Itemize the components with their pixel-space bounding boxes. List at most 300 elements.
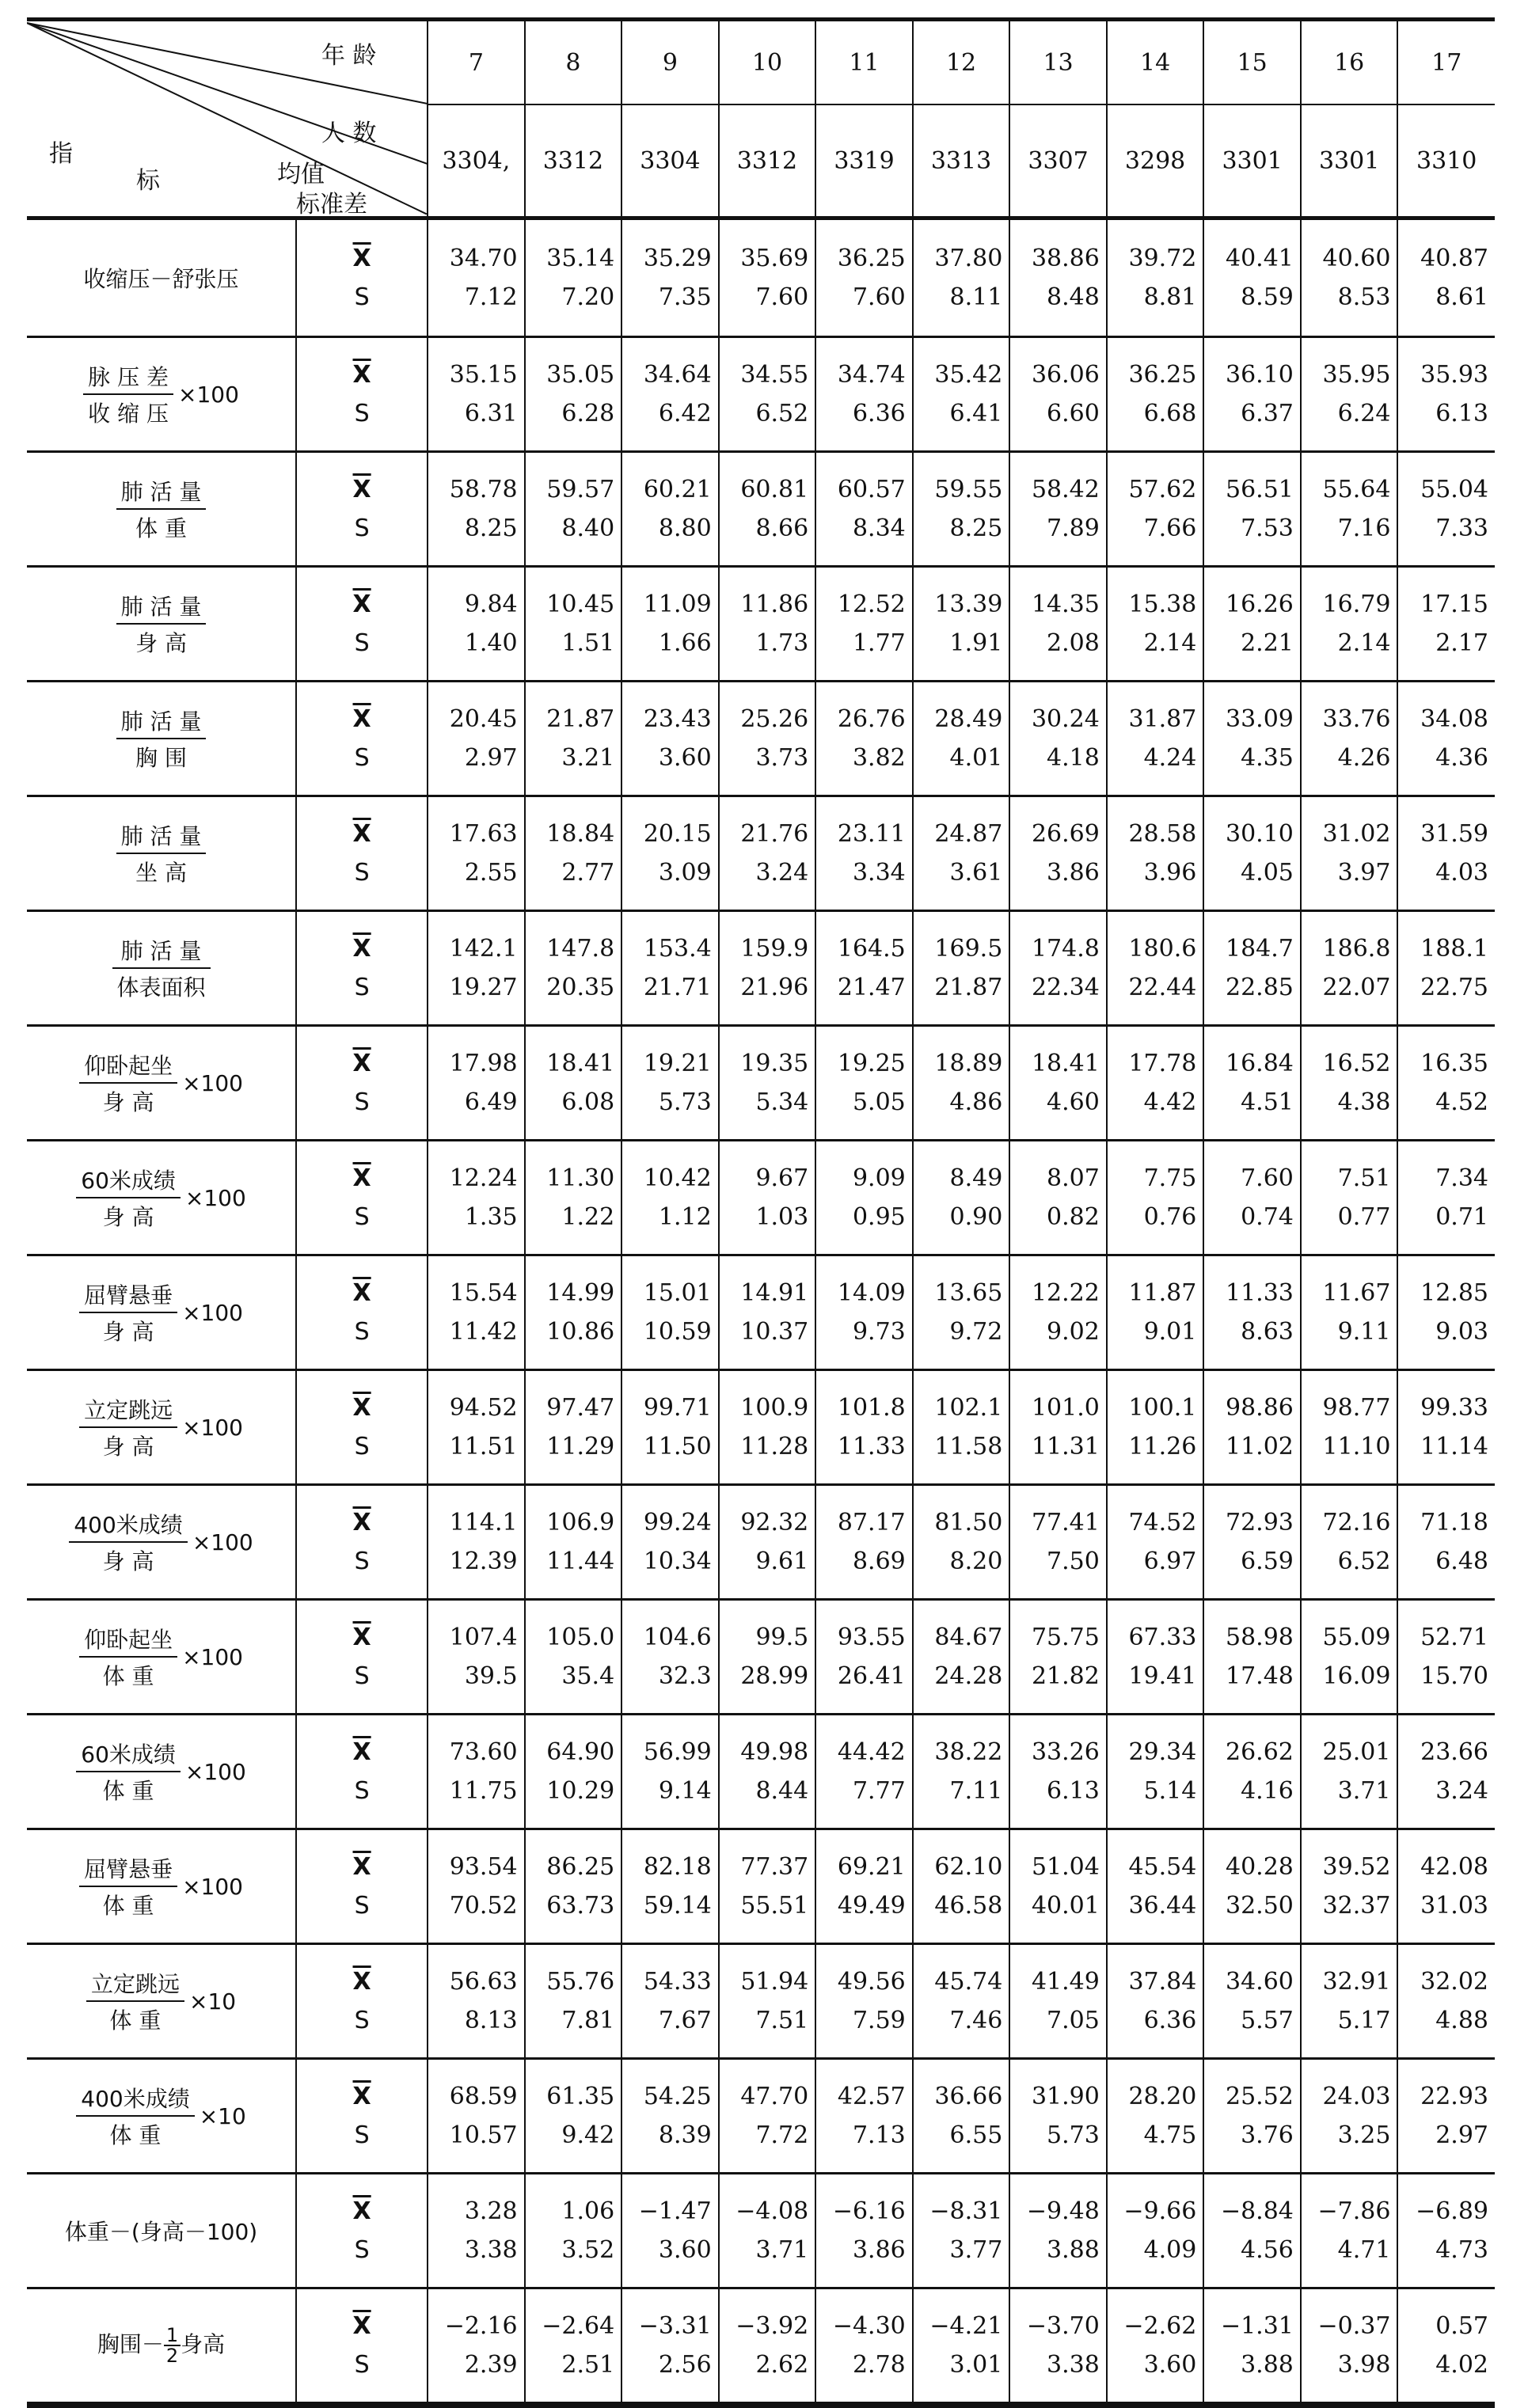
value-cell bbox=[913, 911, 1010, 1026]
fraction-multiplier: ×100 bbox=[177, 381, 239, 408]
mean-value: 12.85 bbox=[1420, 1279, 1488, 1307]
value-cell bbox=[1203, 1141, 1301, 1255]
corner-count-label: 人 数 bbox=[321, 120, 377, 147]
age-header-cell: 9 bbox=[621, 20, 719, 105]
sd-value: 7.12 bbox=[464, 283, 518, 311]
value-cell bbox=[1397, 1141, 1495, 1255]
value-cell bbox=[1397, 218, 1495, 337]
value-cell bbox=[621, 1485, 719, 1600]
sd-value: 11.29 bbox=[546, 1433, 615, 1460]
sd-value: 4.38 bbox=[1337, 1088, 1391, 1116]
value-cell bbox=[1009, 1026, 1107, 1141]
sd-value: 7.66 bbox=[1143, 515, 1197, 542]
value-cell bbox=[1107, 567, 1204, 682]
sd-value: 7.67 bbox=[658, 2007, 712, 2034]
indicator-row bbox=[27, 1141, 1495, 1255]
sd-value: 10.57 bbox=[449, 2121, 518, 2149]
mean-value: 12.52 bbox=[837, 591, 906, 618]
mean-value: 74.52 bbox=[1128, 1509, 1197, 1536]
value-cell bbox=[1009, 1829, 1107, 1944]
value-cell bbox=[815, 1485, 913, 1600]
stat-symbol-cell bbox=[296, 1026, 428, 1141]
sd-symbol: S bbox=[354, 1662, 370, 1690]
value-cell bbox=[815, 218, 913, 337]
sd-value: 1.35 bbox=[464, 1203, 518, 1231]
stat-symbol-cell bbox=[296, 1370, 428, 1485]
mean-value: 17.63 bbox=[449, 820, 518, 848]
value-cell bbox=[428, 218, 525, 337]
value-cell bbox=[1107, 452, 1204, 567]
sd-value: 9.14 bbox=[658, 1777, 712, 1805]
sd-symbol: S bbox=[354, 2351, 370, 2379]
mean-value: 180.6 bbox=[1128, 935, 1197, 963]
mean-value: 61.35 bbox=[546, 2083, 615, 2110]
stat-symbol-cell bbox=[296, 1944, 428, 2059]
sd-value: 2.97 bbox=[464, 744, 518, 772]
fraction-denominator: 体 重 bbox=[135, 515, 187, 541]
indicator-label bbox=[116, 708, 207, 771]
sd-value: 1.12 bbox=[658, 1203, 712, 1231]
value-cell bbox=[719, 1485, 816, 1600]
indicator-row bbox=[27, 1600, 1495, 1715]
sd-symbol: S bbox=[354, 2236, 370, 2264]
mean-value: 28.49 bbox=[934, 705, 1003, 733]
indicator-row bbox=[27, 1370, 1495, 1485]
indicator-label-cell bbox=[27, 1255, 296, 1370]
sd-value: 6.97 bbox=[1143, 1548, 1197, 1575]
sd-value: 7.53 bbox=[1241, 515, 1294, 542]
value-cell bbox=[719, 1255, 816, 1370]
sd-value: 9.42 bbox=[561, 2121, 615, 2149]
sd-value: 63.73 bbox=[546, 1892, 615, 1920]
value-cell bbox=[815, 1944, 913, 2059]
value-cell bbox=[621, 796, 719, 911]
mean-value: 20.15 bbox=[643, 820, 712, 848]
fraction-numerator: 肺 活 量 bbox=[116, 819, 207, 854]
value-cell bbox=[815, 1715, 913, 1829]
indicator-label bbox=[79, 1282, 243, 1345]
sd-value: 3.09 bbox=[658, 859, 712, 887]
mean-value: 56.51 bbox=[1226, 476, 1294, 503]
sd-value: 5.73 bbox=[658, 1088, 712, 1116]
sd-value: 11.28 bbox=[740, 1433, 809, 1460]
mean-value: 35.95 bbox=[1322, 361, 1391, 389]
sd-value: 3.60 bbox=[1143, 2351, 1197, 2379]
sd-value: 0.74 bbox=[1241, 1203, 1294, 1231]
value-cell bbox=[1397, 337, 1495, 452]
sd-value: 7.11 bbox=[949, 1777, 1003, 1805]
value-cell bbox=[1397, 1026, 1495, 1141]
value-cell bbox=[1397, 1944, 1495, 2059]
value-cell bbox=[428, 2288, 525, 2403]
mean-value: 40.28 bbox=[1226, 1853, 1294, 1881]
mean-value: 169.5 bbox=[934, 935, 1003, 963]
value-cell bbox=[1203, 2174, 1301, 2288]
mean-value: 94.52 bbox=[449, 1394, 518, 1422]
mean-value: 42.08 bbox=[1420, 1853, 1488, 1881]
sd-value: 11.51 bbox=[449, 1433, 518, 1460]
mean-value: 97.47 bbox=[546, 1394, 615, 1422]
indicator-label bbox=[79, 1397, 243, 1460]
value-cell bbox=[621, 1829, 719, 1944]
age-header-cell: 10 bbox=[719, 20, 816, 105]
mean-value: 72.93 bbox=[1226, 1509, 1294, 1536]
value-cell bbox=[719, 911, 816, 1026]
mean-value: 16.84 bbox=[1226, 1050, 1294, 1077]
value-cell bbox=[428, 452, 525, 567]
sd-value: 4.60 bbox=[1047, 1088, 1100, 1116]
fraction-denominator: 身 高 bbox=[102, 1434, 154, 1460]
stat-symbol-cell bbox=[296, 567, 428, 682]
sd-value: 8.80 bbox=[658, 515, 712, 542]
value-cell bbox=[1301, 1485, 1398, 1600]
data-sheet bbox=[27, 17, 1495, 2408]
value-cell bbox=[815, 1026, 913, 1141]
sd-value: 8.40 bbox=[561, 515, 615, 542]
value-cell bbox=[1203, 1600, 1301, 1715]
table-corner-header bbox=[27, 20, 428, 218]
value-cell bbox=[815, 1600, 913, 1715]
value-cell bbox=[1107, 1026, 1204, 1141]
corner-indicator-label-a: 指 bbox=[49, 140, 73, 168]
value-cell bbox=[913, 567, 1010, 682]
indicator-fraction bbox=[76, 1164, 181, 1232]
value-cell bbox=[1301, 337, 1398, 452]
mean-value: 40.87 bbox=[1420, 245, 1488, 272]
sd-value: 11.31 bbox=[1031, 1433, 1100, 1460]
indicator-fraction bbox=[76, 1738, 181, 1806]
value-cell bbox=[621, 911, 719, 1026]
mean-symbol: $\overline{X}$ bbox=[352, 591, 371, 618]
sd-value: 3.86 bbox=[852, 2236, 906, 2264]
mean-value: 14.09 bbox=[837, 1279, 906, 1307]
sd-value: 4.26 bbox=[1337, 744, 1391, 772]
table-bottom-rule bbox=[27, 2404, 1495, 2408]
value-cell bbox=[525, 682, 622, 796]
value-cell bbox=[621, 1255, 719, 1370]
stat-symbol-cell bbox=[296, 1485, 428, 1600]
sd-value: 8.13 bbox=[464, 2007, 518, 2034]
value-cell bbox=[621, 2288, 719, 2403]
sd-value: 3.61 bbox=[949, 859, 1003, 887]
value-cell bbox=[1009, 2288, 1107, 2403]
mean-value: 18.84 bbox=[546, 820, 615, 848]
value-cell bbox=[1009, 1600, 1107, 1715]
value-cell bbox=[719, 1026, 816, 1141]
fraction-multiplier: ×100 bbox=[182, 1069, 243, 1096]
sd-value: 4.75 bbox=[1143, 2121, 1197, 2149]
sd-value: 2.39 bbox=[464, 2351, 518, 2379]
indicator-fraction bbox=[116, 705, 207, 773]
sd-value: 6.52 bbox=[755, 400, 809, 427]
fraction-multiplier: ×100 bbox=[182, 1414, 243, 1441]
mean-value: 45.74 bbox=[934, 1968, 1003, 1996]
sd-value: 2.51 bbox=[561, 2351, 615, 2379]
value-cell bbox=[1009, 1715, 1107, 1829]
mean-symbol: $\overline{X}$ bbox=[352, 1050, 371, 1077]
mean-value: 18.89 bbox=[934, 1050, 1003, 1077]
age-header-cell: 11 bbox=[815, 20, 913, 105]
value-cell bbox=[1301, 2059, 1398, 2174]
value-cell bbox=[913, 1370, 1010, 1485]
indicator-table bbox=[27, 17, 1495, 2404]
value-cell bbox=[1009, 682, 1107, 796]
sd-symbol: S bbox=[354, 2007, 370, 2034]
sd-value: 21.96 bbox=[740, 974, 809, 1001]
mean-value: 68.59 bbox=[449, 2083, 518, 2110]
indicator-row bbox=[27, 1026, 1495, 1141]
age-header-cell: 12 bbox=[913, 20, 1010, 105]
value-cell bbox=[1301, 911, 1398, 1026]
mean-value: 3.28 bbox=[464, 2197, 518, 2225]
mean-value: 35.15 bbox=[449, 361, 518, 389]
indicator-label-cell bbox=[27, 1141, 296, 1255]
mean-value: 25.52 bbox=[1226, 2083, 1294, 2110]
sd-value: 3.21 bbox=[561, 744, 615, 772]
indicator-fraction bbox=[116, 475, 207, 543]
mean-value: 54.25 bbox=[643, 2083, 712, 2110]
indicator-label bbox=[97, 2324, 226, 2367]
sd-symbol: S bbox=[354, 1433, 370, 1460]
fraction-denominator: 收 缩 压 bbox=[88, 401, 169, 427]
value-cell bbox=[1301, 1255, 1398, 1370]
indicator-row bbox=[27, 2174, 1495, 2288]
value-cell bbox=[1009, 1141, 1107, 1255]
mean-value: 33.26 bbox=[1031, 1738, 1100, 1766]
fraction-denominator: 身 高 bbox=[102, 1319, 154, 1345]
mean-value: 12.24 bbox=[449, 1164, 518, 1192]
value-cell bbox=[428, 1255, 525, 1370]
sd-value: 2.21 bbox=[1241, 629, 1294, 657]
value-cell bbox=[1203, 337, 1301, 452]
indicator-label-cell bbox=[27, 452, 296, 567]
fraction-numerator: 肺 活 量 bbox=[116, 705, 207, 739]
value-cell bbox=[428, 1944, 525, 2059]
mean-value: 174.8 bbox=[1031, 935, 1100, 963]
sd-symbol: S bbox=[354, 1203, 370, 1231]
sd-value: 7.72 bbox=[755, 2121, 809, 2149]
indicator-label bbox=[76, 2086, 246, 2148]
indicator-label-cell bbox=[27, 2174, 296, 2288]
sd-value: 4.52 bbox=[1435, 1088, 1488, 1116]
mean-value: 99.5 bbox=[755, 1624, 809, 1651]
value-cell bbox=[1203, 2059, 1301, 2174]
mean-value: 30.24 bbox=[1031, 705, 1100, 733]
indicator-text: 收缩压－舒张压 bbox=[83, 266, 239, 292]
value-cell bbox=[1009, 1485, 1107, 1600]
mean-value: −9.66 bbox=[1123, 2197, 1197, 2225]
stat-symbol-cell bbox=[296, 1255, 428, 1370]
mean-value: 40.60 bbox=[1322, 245, 1391, 272]
sd-value: 2.62 bbox=[755, 2351, 809, 2379]
mean-value: 82.18 bbox=[643, 1853, 712, 1881]
mean-value: −3.31 bbox=[638, 2312, 712, 2340]
mean-value: 39.52 bbox=[1322, 1853, 1391, 1881]
mean-value: 55.76 bbox=[546, 1968, 615, 1996]
value-cell bbox=[428, 1485, 525, 1600]
fraction-numerator: 400米成绩 bbox=[76, 2082, 194, 2117]
value-cell bbox=[1107, 2059, 1204, 2174]
value-cell bbox=[719, 2059, 816, 2174]
value-cell bbox=[1107, 1255, 1204, 1370]
mean-value: 20.45 bbox=[449, 705, 518, 733]
mean-value: −3.70 bbox=[1026, 2312, 1100, 2340]
value-cell bbox=[525, 2174, 622, 2288]
sd-value: 6.24 bbox=[1337, 400, 1391, 427]
sd-value: 3.98 bbox=[1337, 2351, 1391, 2379]
value-cell bbox=[1397, 682, 1495, 796]
sd-value: 8.48 bbox=[1047, 283, 1100, 311]
mean-value: 23.66 bbox=[1420, 1738, 1488, 1766]
mean-value: 101.0 bbox=[1031, 1394, 1100, 1422]
indicator-row bbox=[27, 337, 1495, 452]
mean-value: 19.21 bbox=[643, 1050, 712, 1077]
sd-value: 4.16 bbox=[1241, 1777, 1294, 1805]
sd-value: 11.10 bbox=[1322, 1433, 1391, 1460]
value-cell bbox=[428, 1600, 525, 1715]
fraction-numerator: 60米成绩 bbox=[76, 1738, 181, 1772]
value-cell bbox=[525, 1715, 622, 1829]
sd-symbol: S bbox=[354, 1892, 370, 1920]
sd-value: 11.75 bbox=[449, 1777, 518, 1805]
value-cell bbox=[815, 452, 913, 567]
indicator-row bbox=[27, 682, 1495, 796]
count-header-cell: 3301 bbox=[1301, 104, 1398, 218]
sd-value: 16.09 bbox=[1322, 1662, 1391, 1690]
count-header-cell: 3304 bbox=[621, 104, 719, 218]
sd-value: 36.44 bbox=[1128, 1892, 1197, 1920]
half-fraction-denominator: 2 bbox=[165, 2345, 179, 2367]
sd-value: 4.88 bbox=[1435, 2007, 1488, 2034]
mean-value: 22.93 bbox=[1420, 2083, 1488, 2110]
sd-value: 19.27 bbox=[449, 974, 518, 1001]
mean-value: 28.20 bbox=[1128, 2083, 1197, 2110]
mean-value: 11.30 bbox=[546, 1164, 615, 1192]
fraction-denominator: 体 重 bbox=[102, 1778, 154, 1804]
indicator-label-cell bbox=[27, 1944, 296, 2059]
sd-value: 21.71 bbox=[643, 974, 712, 1001]
value-cell bbox=[1107, 1370, 1204, 1485]
indicator-label-cell bbox=[27, 911, 296, 1026]
value-cell bbox=[815, 682, 913, 796]
fraction-denominator: 坐 高 bbox=[135, 860, 187, 886]
mean-value: −4.30 bbox=[832, 2312, 906, 2340]
count-header-cell: 3313 bbox=[913, 104, 1010, 218]
indicator-row bbox=[27, 796, 1495, 911]
sd-value: 9.02 bbox=[1047, 1318, 1100, 1346]
indicator-row bbox=[27, 1485, 1495, 1600]
mean-symbol: $\overline{X}$ bbox=[352, 1164, 371, 1192]
value-cell bbox=[1397, 1485, 1495, 1600]
sd-value: 9.01 bbox=[1143, 1318, 1197, 1346]
indicator-row bbox=[27, 218, 1495, 337]
mean-value: 35.05 bbox=[546, 361, 615, 389]
indicator-label bbox=[65, 2219, 257, 2245]
value-cell bbox=[621, 2174, 719, 2288]
fraction-numerator: 肺 活 量 bbox=[116, 590, 207, 625]
value-cell bbox=[1009, 796, 1107, 911]
value-cell bbox=[525, 1600, 622, 1715]
fraction-denominator: 体表面积 bbox=[116, 974, 206, 1001]
stat-symbol-cell bbox=[296, 2174, 428, 2288]
value-cell bbox=[815, 2059, 913, 2174]
mean-value: 25.26 bbox=[740, 705, 809, 733]
value-cell bbox=[913, 1829, 1010, 1944]
mean-value: 40.41 bbox=[1226, 245, 1294, 272]
fraction-multiplier: ×100 bbox=[184, 1758, 246, 1785]
sd-value: 7.50 bbox=[1047, 1548, 1100, 1575]
indicator-label-cell bbox=[27, 682, 296, 796]
sd-value: 6.68 bbox=[1143, 400, 1197, 427]
stat-symbol-cell bbox=[296, 796, 428, 911]
value-cell bbox=[525, 1370, 622, 1485]
sd-value: 8.44 bbox=[755, 1777, 809, 1805]
sd-symbol: S bbox=[354, 744, 370, 772]
sd-value: 46.58 bbox=[934, 1892, 1003, 1920]
fraction-denominator: 胸 围 bbox=[135, 745, 187, 771]
mean-value: 99.24 bbox=[643, 1509, 712, 1536]
mean-value: 8.49 bbox=[949, 1164, 1003, 1192]
mean-value: 98.86 bbox=[1226, 1394, 1294, 1422]
value-cell bbox=[621, 1715, 719, 1829]
mean-value: 87.17 bbox=[837, 1509, 906, 1536]
sd-value: 11.42 bbox=[449, 1318, 518, 1346]
mean-value: 153.4 bbox=[643, 935, 712, 963]
mean-value: 19.25 bbox=[837, 1050, 906, 1077]
value-cell bbox=[719, 682, 816, 796]
value-cell bbox=[913, 1255, 1010, 1370]
mean-value: 26.69 bbox=[1031, 820, 1100, 848]
value-cell bbox=[1107, 911, 1204, 1026]
fraction-denominator: 身 高 bbox=[135, 630, 187, 656]
mean-value: 147.8 bbox=[546, 935, 615, 963]
sd-value: 3.34 bbox=[852, 859, 906, 887]
fraction-multiplier: ×10 bbox=[199, 2102, 246, 2129]
stat-symbol-cell bbox=[296, 1600, 428, 1715]
value-cell bbox=[1203, 911, 1301, 1026]
sd-value: 2.17 bbox=[1435, 629, 1488, 657]
indicator-label bbox=[116, 594, 207, 656]
sd-value: 35.4 bbox=[561, 1662, 615, 1690]
mean-value: 54.33 bbox=[643, 1968, 712, 1996]
sd-value: 6.55 bbox=[949, 2121, 1003, 2149]
value-cell bbox=[1301, 1026, 1398, 1141]
indicator-fraction bbox=[69, 1508, 187, 1576]
indicator-label bbox=[76, 1741, 246, 1804]
value-cell bbox=[719, 2288, 816, 2403]
sd-value: 22.85 bbox=[1226, 974, 1294, 1001]
mean-value: 28.58 bbox=[1128, 820, 1197, 848]
value-cell bbox=[525, 1026, 622, 1141]
sd-value: 1.40 bbox=[464, 629, 518, 657]
sd-value: 2.77 bbox=[561, 859, 615, 887]
value-cell bbox=[428, 1829, 525, 1944]
sd-value: 6.31 bbox=[464, 400, 518, 427]
age-header-cell: 7 bbox=[428, 20, 525, 105]
value-cell bbox=[1009, 2059, 1107, 2174]
sd-value: 3.38 bbox=[464, 2236, 518, 2264]
sd-value: 7.20 bbox=[561, 283, 615, 311]
sd-value: 4.42 bbox=[1143, 1088, 1197, 1116]
value-cell bbox=[525, 2059, 622, 2174]
sd-value: 22.44 bbox=[1128, 974, 1197, 1001]
sd-value: 4.51 bbox=[1241, 1088, 1294, 1116]
sd-value: 0.71 bbox=[1435, 1203, 1488, 1231]
value-cell bbox=[913, 1715, 1010, 1829]
age-header-cell: 16 bbox=[1301, 20, 1398, 105]
mean-value: 35.29 bbox=[643, 245, 712, 272]
value-cell bbox=[1203, 567, 1301, 682]
